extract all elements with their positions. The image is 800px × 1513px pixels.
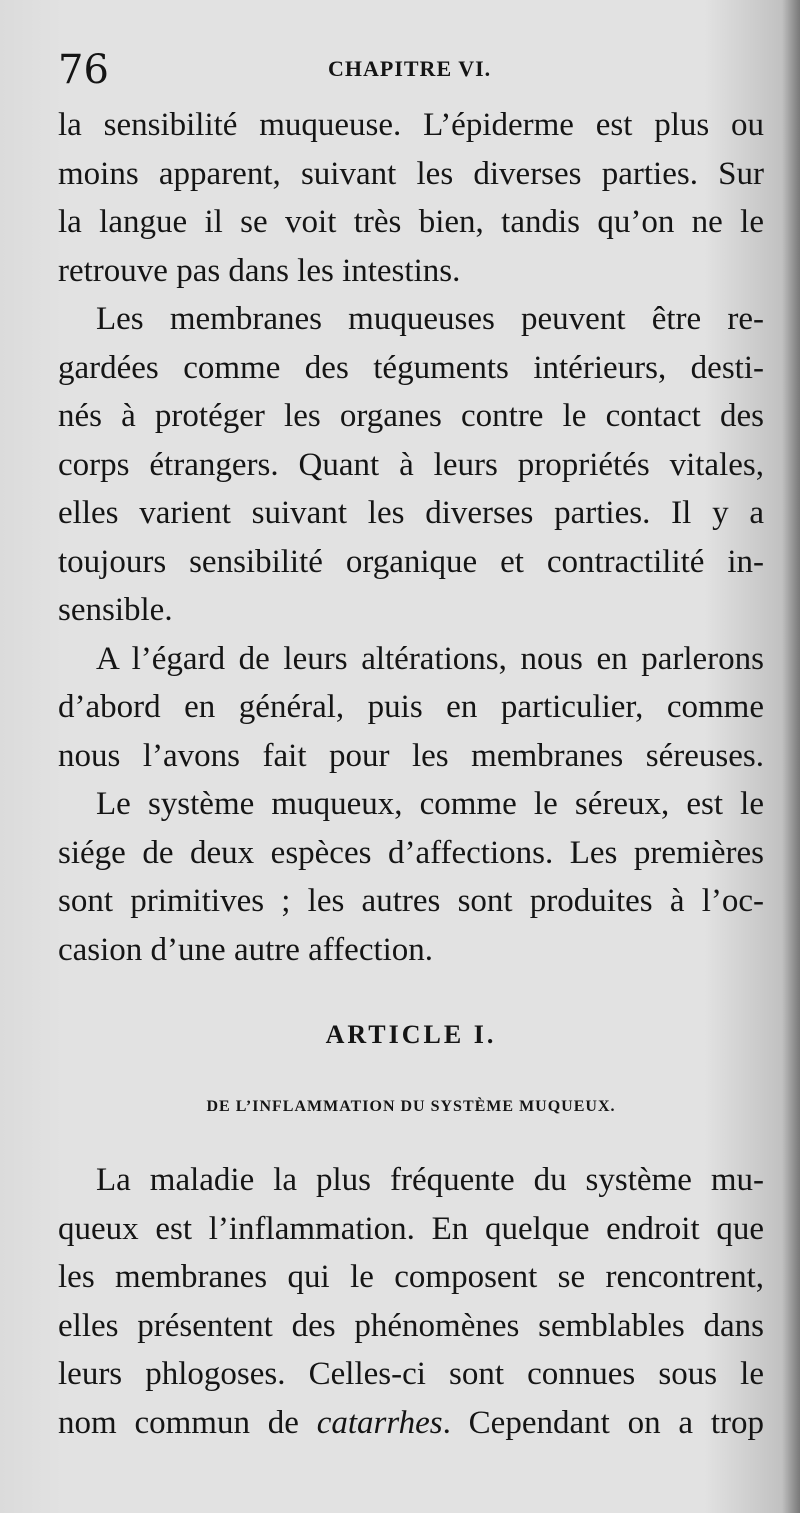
text-line: nés à protéger les organes contre le contact des <box>58 398 764 434</box>
text-line: elles présentent des phénomènes semblables dans <box>58 1307 764 1344</box>
text-line: Le système muqueux, comme le séreux, est le <box>96 786 764 822</box>
text-line: queux est l’inflammation. En quelque endroit que <box>58 1210 764 1247</box>
text-line: sont primitives ; les autres sont produites à l’oc- <box>58 883 764 919</box>
text-run: . Cependant on a trop <box>442 1404 764 1441</box>
text-line: retrouve pas dans les intestins. <box>58 252 461 289</box>
text-line: les membranes qui le composent se rencontrent, <box>58 1259 764 1295</box>
paragraph-4 <box>58 780 764 974</box>
text-line: nous l’avons fait pour les membranes séreuses. <box>58 737 764 774</box>
text-line: toujours sensibilité organique et contractilité in- <box>58 543 764 580</box>
paragraph-1 <box>58 101 764 295</box>
text-line: la langue il se voit très bien, tandis qu’on ne le <box>58 204 764 240</box>
article-subtitle: DE L’INFLAMMATION DU SYSTÈME MUQUEUX. <box>206 1098 616 1115</box>
text-line: A l’égard de leurs altérations, nous en parlerons <box>96 640 764 677</box>
text-line: leurs phlogoses. Celles-ci sont connues sous le <box>58 1356 764 1392</box>
text-line: sensible. <box>58 592 173 628</box>
italic-term: catarrhes <box>316 1404 443 1441</box>
text-line: Les membranes muqueuses peuvent être re- <box>96 301 764 337</box>
page-header <box>58 48 760 98</box>
article-title: ARTICLE I. <box>325 1020 497 1049</box>
article-body <box>58 1156 764 1447</box>
text-line: corps étrangers. Quant à leurs propriétés vitales, <box>58 446 764 483</box>
body-text <box>58 101 764 974</box>
page-edge-shadow <box>782 0 800 1513</box>
text-line: gardées comme des téguments intérieurs, desti- <box>58 349 764 386</box>
running-head: CHAPITRE VI. <box>328 56 492 81</box>
text-run: nom commun de <box>58 1404 317 1441</box>
text-line: siége de deux espèces d’affections. Les premières <box>58 834 764 871</box>
text-line: casion d’une autre affection. <box>58 931 434 968</box>
text-line: elles varient suivant les diverses parties. Il y a <box>58 495 764 531</box>
text-line: d’abord en général, puis en particulier, comme <box>58 689 764 725</box>
page-number: 76 <box>58 47 109 93</box>
text-line: la sensibilité muqueuse. L’épiderme est plus ou <box>58 107 764 143</box>
text-line: La maladie la plus fréquente du système mu- <box>96 1162 764 1198</box>
text-line-last <box>58 1399 764 1448</box>
paragraph-5 <box>58 1156 764 1447</box>
paragraph-2 <box>58 295 764 635</box>
paragraph-3 <box>58 635 764 781</box>
text-line: moins apparent, suivant les diverses parties. Sur <box>58 155 764 192</box>
